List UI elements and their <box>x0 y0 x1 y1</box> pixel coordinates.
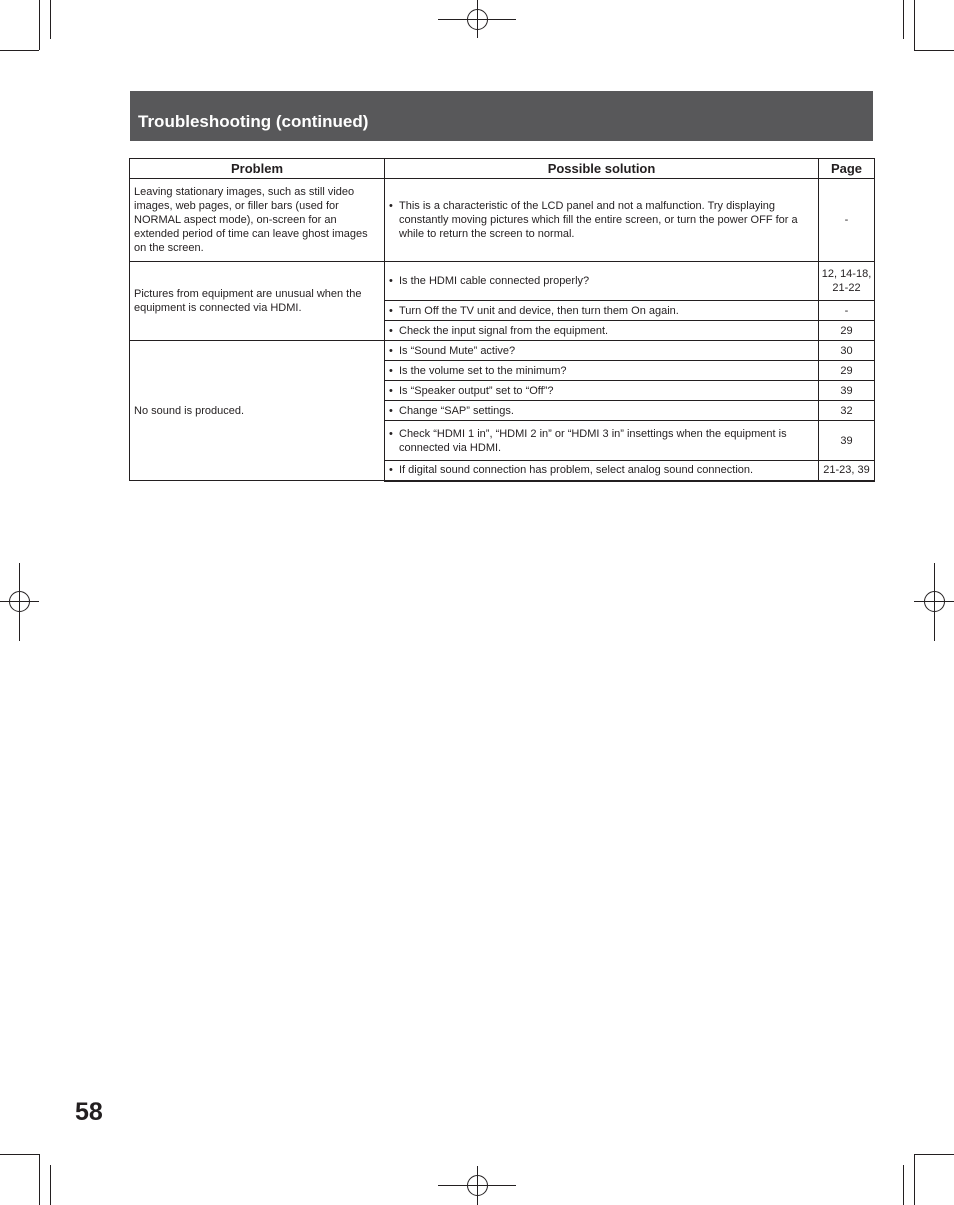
solution-cell <box>385 262 819 301</box>
bullet-mark: • <box>389 304 393 317</box>
column-header-page: Page <box>819 159 875 179</box>
column-header-solution: Possible solution <box>385 159 819 179</box>
solution-cell <box>385 321 819 341</box>
solution-cell <box>385 461 819 481</box>
problem-cell: Pictures from equipment are unusual when the equipment is connected via HDMI. <box>130 262 385 341</box>
solution-cell <box>385 341 819 361</box>
problem-cell: No sound is produced. <box>130 341 385 481</box>
bullet-mark: • <box>389 404 393 417</box>
solution-text: Check the input signal from the equipment. <box>399 324 609 337</box>
solution-cell <box>385 421 819 461</box>
solution-text: Is the HDMI cable connected properly? <box>399 275 590 287</box>
solution-cell <box>385 301 819 321</box>
page-cell: 30 <box>819 341 875 361</box>
page-cell: 32 <box>819 401 875 421</box>
table-row <box>130 179 875 262</box>
solution-text: Check “HDMI 1 in”, “HDMI 2 in” or “HDMI 3 in” insettings when the equipment is connected via HDMI. <box>399 427 787 454</box>
solution-text: Turn Off the TV unit and device, then turn them On again. <box>399 304 679 317</box>
solution-text: Is “Sound Mute” active? <box>399 344 516 357</box>
table-row <box>130 262 875 301</box>
page-cell: 12, 14-18, 21-22 <box>819 262 875 301</box>
bullet-mark: • <box>389 364 393 377</box>
bullet-mark: • <box>389 200 393 212</box>
section-title-bar <box>130 91 873 141</box>
solution-cell <box>385 179 819 262</box>
solution-text: If digital sound connection has problem, select analog sound connection. <box>399 464 754 477</box>
table-row <box>130 341 875 361</box>
solution-text: This is a characteristic of the LCD panel and not a malfunction. Try displaying constantly moving pictures which fill the entire screen, or turn the power OFF for a while to return the screen to normal. <box>399 200 798 240</box>
page-cell: - <box>819 301 875 321</box>
section-title: Troubleshooting (continued) <box>138 112 369 131</box>
bullet-mark: • <box>389 427 393 440</box>
page-cell: 21-23, 39 <box>819 461 875 481</box>
table-header-row <box>130 159 875 179</box>
bullet-mark: • <box>389 464 393 477</box>
column-header-problem: Problem <box>130 159 385 179</box>
solution-cell <box>385 381 819 401</box>
page-cell: 29 <box>819 321 875 341</box>
solution-text: Change “SAP” settings. <box>399 404 514 417</box>
troubleshooting-table <box>129 158 875 482</box>
problem-cell: Leaving stationary images, such as still video images, web pages, or filler bars (used for NORMAL aspect mode), on-screen for an extended period of time can leave ghost images on the screen. <box>130 179 385 262</box>
bullet-mark: • <box>389 275 393 287</box>
page-number: 58 <box>75 1098 103 1126</box>
bullet-mark: • <box>389 344 393 357</box>
bullet-mark: • <box>389 384 393 397</box>
solution-cell <box>385 361 819 381</box>
page-cell: 39 <box>819 421 875 461</box>
solution-text: Is the volume set to the minimum? <box>399 364 567 377</box>
page-cell: 29 <box>819 361 875 381</box>
bullet-mark: • <box>389 324 393 337</box>
page-cell: - <box>819 179 875 262</box>
solution-text: Is “Speaker output” set to “Off”? <box>399 384 554 397</box>
solution-cell <box>385 401 819 421</box>
page-cell: 39 <box>819 381 875 401</box>
